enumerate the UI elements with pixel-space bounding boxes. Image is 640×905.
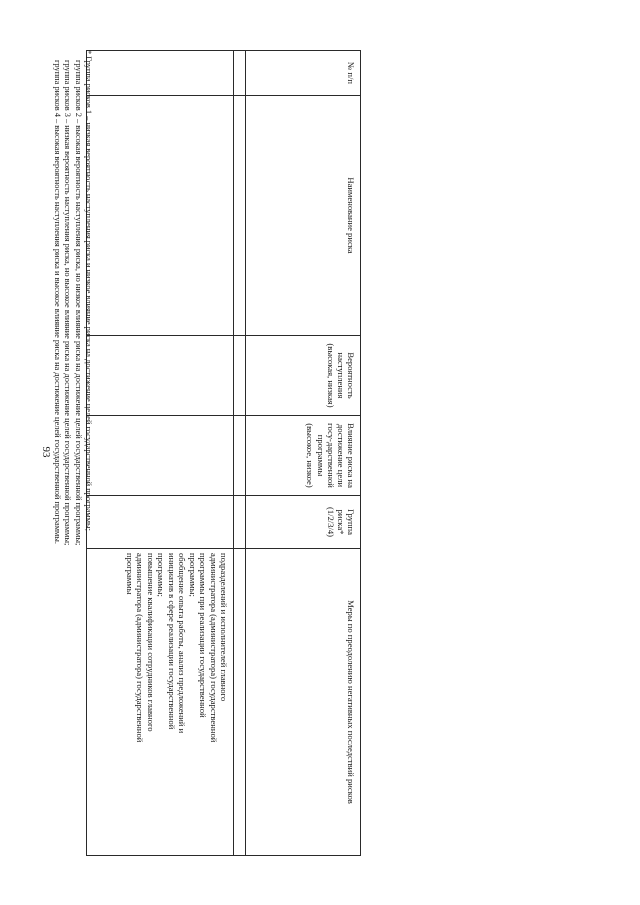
measures-text (124, 553, 229, 851)
measures-line: повышение квалификации сотрудников главного (145, 553, 156, 732)
measures-line: подразделений и исполнителей главного (219, 553, 229, 702)
header-measures: Меры по преодолению негативных последствий рисков (246, 549, 361, 856)
cell-risk-group (87, 496, 234, 549)
footnote-line: * Группа рисков 1 – низкая вероятность наступления риска и низкое влияние риска на достижение целей государственной программы; (84, 50, 93, 531)
header-num: № п/п (246, 51, 361, 96)
table-separator-row (234, 51, 246, 856)
table-header-row (246, 51, 361, 856)
measures-line: инициатив в сфере реализации государственной (166, 553, 177, 730)
table-row (87, 51, 234, 856)
measures-line: программы; (156, 553, 167, 597)
footnote-line: группа рисков 2 – высокая вероятность наступления риска, но низкое влияние риска на достижение целей государственной программы; (73, 60, 83, 546)
cell-measures (87, 549, 234, 856)
risk-group-footnote (52, 50, 93, 855)
header-impact: Влияние риска на достижение цели госу-дарственной программы (высокое, низкое) (246, 416, 361, 496)
measures-line: обобщение опыта работы, анализ предложений и (177, 553, 188, 734)
measures-line: администратора (администратора) государственной (135, 553, 146, 743)
measures-line: администратора (администратора) государственной (208, 553, 219, 743)
footnote-line: группа рисков 3 – низкая вероятность наступления риска, но высокое влияние риска на достижение целей государственной программы; (63, 60, 73, 546)
footnote-line: группа рисков 4 – высокая вероятность наступления риска и высокое влияние риска на достижение целей государственной программы. (53, 60, 63, 545)
cell-num (87, 51, 234, 96)
measures-line: программы; (187, 553, 198, 597)
risk-table (86, 50, 361, 856)
header-risk-group: Группа риска* (1/2/3/4) (246, 496, 361, 549)
cell-probability (87, 336, 234, 416)
landscape-page (21, 50, 361, 855)
page-number: 93 (40, 446, 52, 458)
cell-risk-name (87, 96, 234, 336)
measures-line: программы при реализации государственной (198, 553, 209, 718)
cell-impact (87, 416, 234, 496)
header-probability: Вероятность наступления (высокая, низкая) (246, 336, 361, 416)
measures-line: программы (124, 553, 135, 595)
header-risk-name: Наименование риска (246, 96, 361, 336)
